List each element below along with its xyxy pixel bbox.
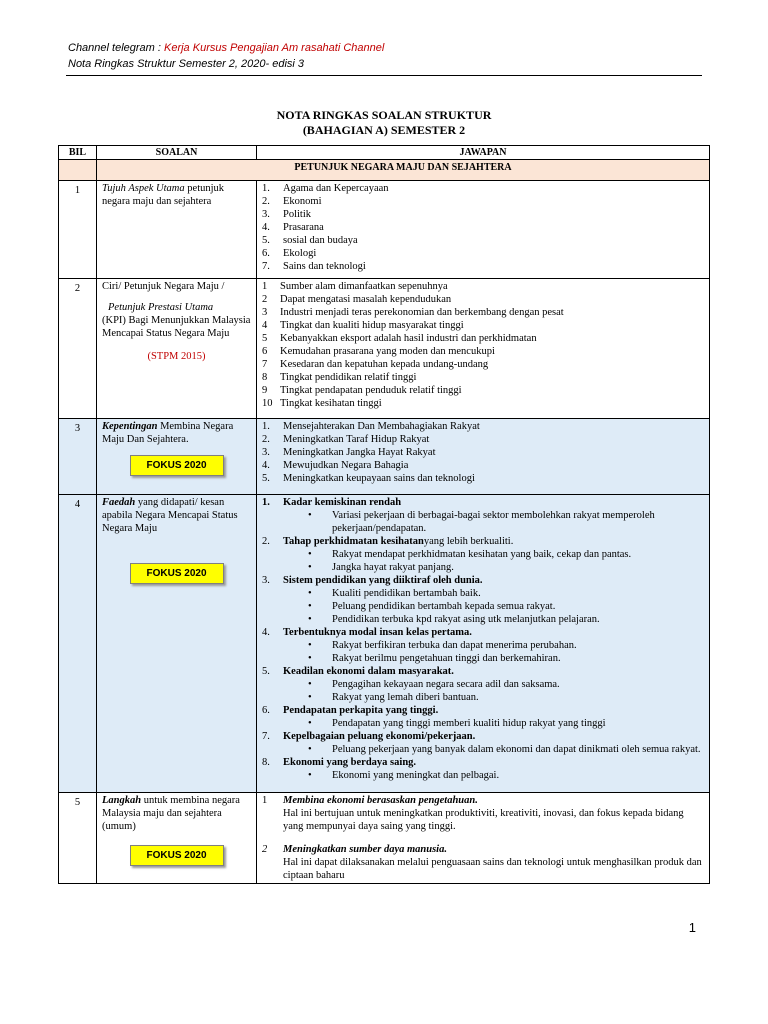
point-heading — [262, 756, 704, 769]
bullet-text: Variasi pekerjaan di berbagai-bagai sektor membolehkan rakyat memperoleh pekerjaan/pendapatan. — [332, 510, 655, 534]
list-item — [262, 397, 704, 410]
item-number: 5. — [262, 473, 270, 484]
item-text: Tingkat pendidikan relatif tinggi — [280, 372, 417, 383]
list-item — [262, 345, 704, 358]
point-title: Membina ekonomi berasaskan pengetahuan. — [283, 795, 478, 806]
item-text: sosial dan budaya — [283, 235, 358, 246]
item-text: Ekonomi — [283, 196, 322, 207]
bullet-text: Rakyat yang lemah diberi bantuan. — [332, 692, 479, 703]
item-number: 4. — [262, 222, 270, 233]
list-item — [262, 234, 704, 247]
point-number: 2. — [262, 536, 270, 547]
bullet-icon: • — [308, 679, 312, 690]
section-row — [59, 160, 710, 181]
item-number: 3. — [262, 209, 270, 220]
answer-list — [262, 182, 704, 273]
item-number: 7 — [262, 359, 268, 370]
bullet-text: Peluang pekerjaan yang banyak dalam ekonomi dan dapat dinikmati oleh semua rakyat. — [332, 744, 701, 755]
question-keyword: Tujuh Aspek Utama — [102, 183, 185, 194]
stpm-tag: (STPM 2015) — [147, 351, 206, 362]
bullet-item — [262, 678, 704, 691]
document-title-line2: (BAHAGIAN A) SEMESTER 2 — [302, 123, 466, 137]
item-number: 9 — [262, 385, 268, 396]
question-text: petunjuk negara maju dan sejahtera — [102, 183, 225, 207]
item-text: Kesedaran dan kepatuhan kepada undang-undang — [280, 359, 489, 370]
item-text: Politik — [283, 209, 312, 220]
point-title: Terbentuknya modal insan kelas pertama. — [283, 627, 472, 638]
list-item — [262, 293, 704, 306]
item-text: Meningkatkan keupayaan sains dan teknologi — [283, 473, 475, 484]
point-heading — [262, 704, 704, 717]
bullet-icon: • — [308, 718, 312, 729]
question-keyword: Petunjuk Prestasi Utama — [108, 302, 214, 313]
question-keyword: Kepentingan — [102, 421, 158, 432]
item-text: Tingkat kesihatan tinggi — [280, 398, 382, 409]
table-row — [59, 793, 710, 884]
bullet-icon: • — [308, 692, 312, 703]
point-heading — [262, 730, 704, 743]
point-heading — [262, 626, 704, 639]
header-channel-name: Kerja Kursus Pengajian Am rasahati Channel — [164, 42, 385, 54]
answer-list — [262, 280, 704, 410]
table-row — [59, 279, 710, 419]
list-item — [262, 182, 704, 195]
question-keyword: Faedah — [102, 497, 136, 508]
question-keyword: Langkah — [102, 795, 142, 806]
point-body: Hal ini bertujuan untuk meningkatkan produktiviti, kreativiti, inovasi, dan fokus kepada bidang yang mempunyai daya saing yang tinggi. — [283, 808, 684, 832]
question-text: (KPI) Bagi Menunjukkan Malaysia Mencapai Status Negara Maju — [102, 315, 251, 339]
point-number: 1. — [262, 497, 270, 508]
point-heading — [262, 843, 704, 856]
item-number: 1 — [262, 281, 268, 292]
header-bil: BIL — [59, 146, 97, 160]
bullet-icon: • — [308, 653, 312, 664]
bullet-icon: • — [308, 640, 312, 651]
header-doc-title: Nota Ringkas Struktur Semester 2, 2020- edisi 3 — [68, 58, 305, 70]
table-row — [59, 181, 710, 279]
item-number: 6 — [262, 346, 268, 357]
item-number: 4 — [262, 320, 268, 331]
bullet-icon: • — [308, 549, 312, 560]
bullet-item — [262, 548, 704, 561]
item-number: 1. — [262, 421, 270, 432]
list-item — [262, 420, 704, 433]
point-number: 7. — [262, 731, 270, 742]
list-item — [262, 332, 704, 345]
bullet-icon: • — [308, 770, 312, 781]
item-text: Tingkat pendapatan penduduk relatif tinggi — [280, 385, 462, 396]
item-number: 5. — [262, 235, 270, 246]
row-question — [97, 181, 257, 279]
fokus-badge: FOKUS 2020 — [130, 455, 224, 476]
list-item — [262, 446, 704, 459]
bullet-item — [262, 561, 704, 574]
bullet-item — [262, 639, 704, 652]
list-item — [262, 195, 704, 208]
point-number: 3. — [262, 575, 270, 586]
bullet-item — [262, 717, 704, 730]
item-text: Dapat mengatasi masalah kependudukan — [280, 294, 452, 305]
list-item — [262, 260, 704, 273]
bullet-text: Kualiti pendidikan bertambah baik. — [332, 588, 481, 599]
list-item — [262, 280, 704, 293]
item-number: 4. — [262, 460, 270, 471]
bullet-text: Rakyat mendapat perkhidmatan kesihatan yang baik, cekap dan pantas. — [332, 549, 632, 560]
point-heading — [262, 794, 704, 807]
item-text: Kebanyakkan eksport adalah hasil industri dan perkhidmatan — [280, 333, 537, 344]
item-number: 2 — [262, 294, 268, 305]
item-number: 1. — [262, 183, 270, 194]
row-question — [97, 495, 257, 793]
header-divider — [66, 75, 702, 76]
row-bil: 3 — [59, 419, 97, 495]
row-bil: 4 — [59, 495, 97, 793]
point-heading — [262, 665, 704, 678]
question-text: yang didapati/ kesan apabila Negara Mencapai Status Negara Maju — [102, 497, 238, 534]
point-title: Ekonomi yang berdaya saing. — [283, 757, 417, 768]
point-number: 2 — [262, 844, 268, 855]
bullet-icon: • — [308, 562, 312, 573]
point-heading — [262, 535, 704, 548]
bullet-icon: • — [308, 614, 312, 625]
item-text: Tingkat dan kualiti hidup masyarakat tinggi — [280, 320, 464, 331]
point-title: Kepelbagaian peluang ekonomi/pekerjaan. — [283, 731, 476, 742]
list-item — [262, 371, 704, 384]
fokus-badge: FOKUS 2020 — [130, 563, 224, 584]
item-number: 5 — [262, 333, 268, 344]
point-heading — [262, 574, 704, 587]
question-text: untuk membina negara Malaysia maju dan sejahtera (umum) — [102, 795, 240, 832]
bullet-text: Pendapatan yang tinggi memberi kualiti hidup rakyat yang tinggi — [332, 718, 606, 729]
item-number: 10 — [262, 398, 273, 409]
bullet-text: Peluang pendidikan bertambah kepada semua rakyat. — [332, 601, 556, 612]
bullet-item — [262, 691, 704, 704]
point-title: Keadilan ekonomi dalam masyarakat. — [283, 666, 454, 677]
list-item — [262, 306, 704, 319]
row-question — [97, 419, 257, 495]
page-number: 1 — [688, 920, 696, 935]
header-jawapan: JAWAPAN — [257, 146, 710, 160]
bullet-text: Ekonomi yang meningkat dan pelbagai. — [332, 770, 500, 781]
item-text: Sumber alam dimanfaatkan sepenuhnya — [280, 281, 448, 292]
header-soalan: SOALAN — [97, 146, 257, 160]
point-title-rest: yang lebih berkualiti. — [423, 536, 514, 547]
item-text: Industri menjadi teras perekonomian dan berkembang dengan pesat — [280, 307, 564, 318]
list-item — [262, 358, 704, 371]
list-item — [262, 208, 704, 221]
item-text: Meningkatkan Taraf Hidup Rakyat — [283, 434, 430, 445]
question-line: Ciri/ Petunjuk Negara Maju / — [102, 281, 225, 292]
list-item — [262, 221, 704, 234]
list-item — [262, 459, 704, 472]
bullet-item — [262, 743, 704, 756]
point-number: 4. — [262, 627, 270, 638]
item-number: 2. — [262, 434, 270, 445]
bullet-icon: • — [308, 588, 312, 599]
point-title: Tahap perkhidmatan kesihatan — [283, 536, 424, 547]
point-title: Pendapatan perkapita yang tinggi. — [283, 705, 439, 716]
point-title: Kadar kemiskinan rendah — [283, 497, 402, 508]
bullet-item — [262, 652, 704, 665]
row-answer — [257, 181, 710, 279]
item-text: Agama dan Kepercayaan — [283, 183, 389, 194]
row-question — [97, 279, 257, 419]
item-number: 3. — [262, 447, 270, 458]
section-spacer — [59, 160, 97, 181]
item-text: Mewujudkan Negara Bahagia — [283, 460, 409, 471]
bullet-text: Pengagihan kekayaan negara secara adil dan saksama. — [332, 679, 560, 690]
item-text: Prasarana — [283, 222, 324, 233]
bullet-item — [262, 769, 704, 782]
item-text: Meningkatkan Jangka Hayat Rakyat — [283, 447, 436, 458]
bullet-item — [262, 600, 704, 613]
point-body: Hal ini dapat dilaksanakan melalui penguasaan sains dan teknologi untuk menghasilkan produk dan ciptaan baharu — [283, 857, 702, 881]
document-title-line1: NOTA RINGKAS SOALAN STRUKTUR — [276, 108, 492, 122]
row-bil: 1 — [59, 181, 97, 279]
item-text: Sains dan teknologi — [283, 261, 366, 272]
bullet-text: Rakyat berfikiran terbuka dan dapat menerima perubahan. — [332, 640, 577, 651]
point-title: Sistem pendidikan yang diiktiraf oleh dunia. — [283, 575, 483, 586]
notes-table — [58, 145, 710, 884]
bullet-text: Jangka hayat rakyat panjang. — [332, 562, 454, 573]
header-channel-prefix: Channel telegram : — [68, 42, 164, 54]
list-item — [262, 247, 704, 260]
row-answer — [257, 793, 710, 884]
table-row — [59, 419, 710, 495]
bullet-text: Pendidikan terbuka kpd rakyat asing utk melanjutkan pelajaran. — [332, 614, 600, 625]
bullet-text: Rakyat berilmu pengetahuan tinggi dan berkemahiran. — [332, 653, 561, 664]
point-heading — [262, 496, 704, 509]
item-text: Kemudahan prasarana yang moden dan mencukupi — [280, 346, 495, 357]
item-number: 7. — [262, 261, 270, 272]
point-number: 1 — [262, 795, 268, 806]
row-answer — [257, 419, 710, 495]
list-item — [262, 433, 704, 446]
bullet-icon: • — [308, 601, 312, 612]
header-channel-line — [68, 42, 384, 54]
bullet-item — [262, 613, 704, 626]
bullet-icon: • — [308, 744, 312, 755]
item-text: Ekologi — [283, 248, 317, 259]
row-bil: 2 — [59, 279, 97, 419]
row-bil: 5 — [59, 793, 97, 884]
point-number: 8. — [262, 757, 270, 768]
row-question — [97, 793, 257, 884]
list-item — [262, 472, 704, 485]
question-text: Membina Negara Maju Dan Sejahtera. — [102, 421, 234, 445]
row-answer — [257, 279, 710, 419]
bullet-item — [262, 509, 704, 535]
fokus-badge: FOKUS 2020 — [130, 845, 224, 866]
list-item — [262, 384, 704, 397]
section-title: PETUNJUK NEGARA MAJU DAN SEJAHTERA — [97, 160, 710, 181]
list-item — [262, 319, 704, 332]
bullet-icon: • — [308, 510, 312, 521]
point-number: 6. — [262, 705, 270, 716]
table-header-row — [59, 146, 710, 160]
answer-list — [262, 420, 704, 485]
point-number: 5. — [262, 666, 270, 677]
item-number: 8 — [262, 372, 268, 383]
bullet-item — [262, 587, 704, 600]
point-title: Meningkatkan sumber daya manusia. — [283, 844, 447, 855]
row-answer — [257, 495, 710, 793]
item-number: 6. — [262, 248, 270, 259]
table-row — [59, 495, 710, 793]
item-number: 2. — [262, 196, 270, 207]
item-text: Mensejahterakan Dan Membahagiakan Rakyat — [283, 421, 480, 432]
item-number: 3 — [262, 307, 268, 318]
